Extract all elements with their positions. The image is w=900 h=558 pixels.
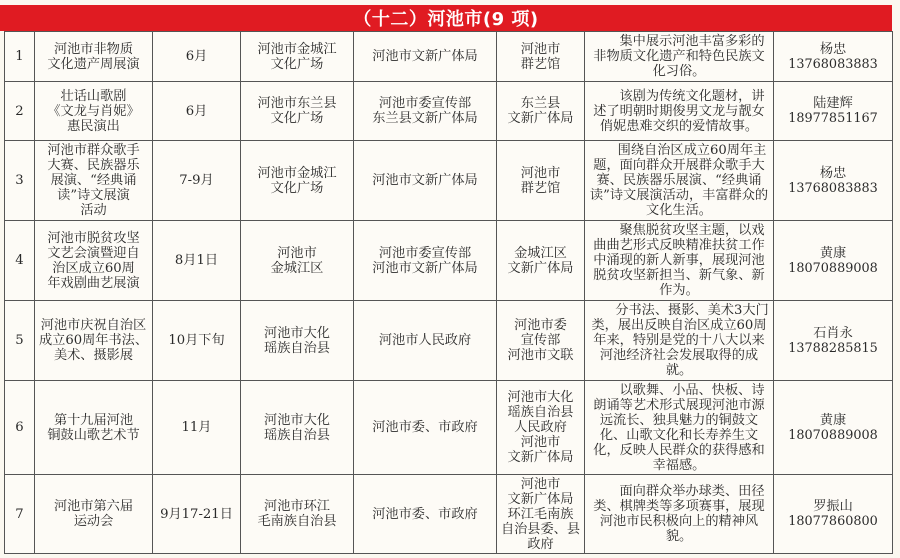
- activity-name: 河池市庆祝自治区 成立60周年书法、 美术、摄影展: [35, 301, 153, 381]
- activity-contact: [774, 381, 893, 475]
- activity-venue: 河池市东兰县 文化广场: [241, 82, 354, 141]
- table-row: [5, 82, 893, 141]
- activity-date: 6月: [153, 32, 241, 82]
- table-row: [5, 221, 893, 301]
- activity-venue: 河池市环江 毛南族自治县: [241, 475, 354, 554]
- contact-name: 杨忠: [819, 41, 847, 57]
- contact-phone: 18070889008: [788, 260, 878, 276]
- contact-phone: 13768083883: [788, 56, 878, 72]
- table-row: [5, 381, 893, 475]
- table-row: [5, 475, 893, 554]
- activity-description: 面向群众举办球类、田径类、棋牌类等多项赛事，展现河池市民积极向上的精神风貌。: [585, 475, 774, 554]
- activity-venue: 河池市大化 瑶族自治县: [241, 381, 354, 475]
- activity-description: 分书法、摄影、美术3大门类，展出反映自治区成立60周年来，特别是党的十八大以来河池经济社会发展取得的成就。: [585, 301, 774, 381]
- table-row: [5, 301, 893, 381]
- activity-executor: 东兰县 文新广体局: [497, 82, 585, 141]
- contact-name: 石肖永: [813, 325, 853, 341]
- row-index: 5: [5, 301, 35, 381]
- activity-date: 7-9月: [153, 141, 241, 221]
- activity-organizer: 河池市委、市政府: [354, 381, 497, 475]
- activity-table: [4, 31, 893, 554]
- activity-name: 第十九届河池 铜鼓山歌艺术节: [35, 381, 153, 475]
- row-index: 4: [5, 221, 35, 301]
- contact-phone: 13788285815: [788, 340, 878, 356]
- activity-date: 9月17-21日: [153, 475, 241, 554]
- activity-date: 8月1日: [153, 221, 241, 301]
- activity-name: 河池市脱贫攻坚 文艺会演暨迎自 治区成立60周 年戏剧曲艺展演: [35, 221, 153, 301]
- activity-description: 聚焦脱贫攻坚主题，以戏曲曲艺形式反映精准扶贫工作中涌现的新人新事，展现河池脱贫攻坚新担当、新气象、新作为。: [585, 221, 774, 301]
- activity-contact: [774, 141, 893, 221]
- activity-contact: [774, 32, 893, 82]
- contact-name: 黄康: [819, 412, 847, 428]
- row-index: 6: [5, 381, 35, 475]
- activity-date: 6月: [153, 82, 241, 141]
- activity-executor: 河池市 群艺馆: [497, 32, 585, 82]
- table-row: [5, 32, 893, 82]
- activity-description: 该剧为传统文化题材，讲述了明朝时期俊男文龙与靓女俏妮患难交织的爱情故事。: [585, 82, 774, 141]
- activity-executor: 河池市大化 瑶族自治县 人民政府 河池市 文新广体局: [497, 381, 585, 475]
- contact-phone: 13768083883: [788, 180, 878, 196]
- activity-executor: 河池市 文新广体局 环江毛南族 自治县委、县 政府: [497, 475, 585, 554]
- activity-venue: 河池市金城江 文化广场: [241, 32, 354, 82]
- activity-date: 11月: [153, 381, 241, 475]
- table-row: [5, 141, 893, 221]
- contact-phone: 18077860800: [788, 514, 878, 529]
- activity-venue: 河池市 金城江区: [241, 221, 354, 301]
- activity-contact: [774, 475, 893, 554]
- contact-phone: 18977851167: [788, 111, 878, 126]
- activity-organizer: 河池市委宣传部 东兰县文新广体局: [354, 82, 497, 141]
- activity-description: 围绕自治区成立60周年主题，面向群众开展群众歌手大赛、民族器乐展演、“经典诵读”诗文展演活动，丰富群众的文化生活。: [585, 141, 774, 221]
- activity-contact: [774, 221, 893, 301]
- activity-organizer: 河池市委宣传部 河池市文新广体局: [354, 221, 497, 301]
- activity-executor: 金城江区 文新广体局: [497, 221, 585, 301]
- activity-venue: 河池市大化 瑶族自治县: [241, 301, 354, 381]
- activity-name: 河池市第六届 运动会: [35, 475, 153, 554]
- activity-executor: 河池市委 宣传部 河池市文联: [497, 301, 585, 381]
- activity-organizer: 河池市文新广体局: [354, 141, 497, 221]
- row-index: 1: [5, 32, 35, 82]
- activity-venue: 河池市金城江 文化广场: [241, 141, 354, 221]
- activity-name: 壮话山歌剧 《文龙与肖妮》 惠民演出: [35, 82, 153, 141]
- contact-phone: 18070889008: [788, 427, 878, 443]
- contact-name: 陆建辉: [813, 96, 853, 111]
- activity-contact: [774, 82, 893, 141]
- row-index: 7: [5, 475, 35, 554]
- activity-organizer: 河池市委、市政府: [354, 475, 497, 554]
- activity-organizer: 河池市人民政府: [354, 301, 497, 381]
- activity-name: 河池市非物质 文化遗产周展演: [35, 32, 153, 82]
- contact-name: 黄康: [819, 245, 847, 261]
- row-index: 2: [5, 82, 35, 141]
- contact-name: 杨忠: [819, 165, 847, 181]
- activity-contact: [774, 301, 893, 381]
- activity-description: 以歌舞、小品、快板、诗朗诵等艺术形式展现河池市源远流长、独具魅力的铜鼓文化、山歌文化和长寿养生文化，反映人民群众的获得感和幸福感。: [585, 381, 774, 475]
- activity-description: 集中展示河池丰富多彩的非物质文化遗产和特色民族文化习俗。: [585, 32, 774, 82]
- activity-executor: 河池市 群艺馆: [497, 141, 585, 221]
- contact-name: 罗振山: [813, 499, 853, 514]
- activity-date: 10月下旬: [153, 301, 241, 381]
- activity-organizer: 河池市文新广体局: [354, 32, 497, 82]
- activity-name: 河池市群众歌手 大赛、民族器乐 展演、“经典诵 读”诗文展演 活动: [35, 141, 153, 221]
- section-title: （十二）河池市(9 项): [0, 5, 892, 31]
- row-index: 3: [5, 141, 35, 221]
